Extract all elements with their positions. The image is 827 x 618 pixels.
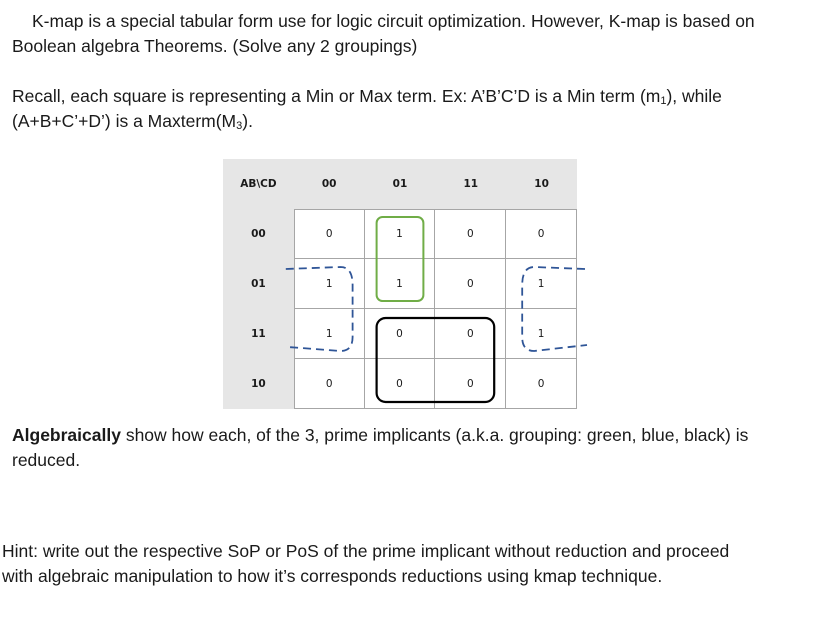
kmap-row-header: 00 xyxy=(223,209,294,259)
kmap-cell: 1 xyxy=(294,259,365,309)
question-paragraph xyxy=(12,423,748,473)
hint-line-1: Hint: write out the respective SoP or PoS of the prime implicant without reduction and proceed xyxy=(2,541,730,561)
recall-line-1-suffix: ), while xyxy=(666,86,722,106)
kmap-row-header: 01 xyxy=(223,259,294,309)
kmap-cell: 0 xyxy=(294,209,365,259)
question-rest: show how each, of the 3, prime implicants (a.k.a. grouping: green, blue, black) is xyxy=(120,425,749,445)
intro-line-1: K-map is a special tabular form use for logic circuit optimization. However, K-map is based on xyxy=(32,11,755,31)
kmap-cell: 0 xyxy=(365,309,436,359)
hint-paragraph xyxy=(2,539,729,589)
intro-paragraph xyxy=(12,9,755,59)
kmap-col-header: 01 xyxy=(365,159,436,209)
kmap-cell: 0 xyxy=(435,259,506,309)
kmap-cell: 1 xyxy=(506,309,577,359)
kmap-cell: 1 xyxy=(294,309,365,359)
kmap-cell: 0 xyxy=(506,209,577,259)
kmap-row-header: 10 xyxy=(223,359,294,409)
kmap-cell: 1 xyxy=(365,209,436,259)
kmap-cell: 0 xyxy=(365,359,436,409)
question-line-1 xyxy=(12,423,748,448)
kmap-table xyxy=(223,159,577,409)
kmap-cell: 0 xyxy=(435,309,506,359)
recall-line-2 xyxy=(12,109,722,134)
intro-line-2: Boolean algebra Theorems. (Solve any 2 groupings) xyxy=(12,36,418,56)
question-bold-word: Algebraically xyxy=(12,425,121,445)
recall-line-1 xyxy=(12,84,722,109)
recall-line-1-prefix: Recall, each square is representing a Min or Max term. Ex: A’B’C’D is a Min term (m xyxy=(12,86,661,106)
recall-paragraph xyxy=(12,84,722,134)
maxterm-subscript: 3 xyxy=(236,120,243,132)
kmap-cell: 0 xyxy=(294,359,365,409)
kmap-cell: 0 xyxy=(506,359,577,409)
kmap-row-header: 11 xyxy=(223,309,294,359)
kmap-cell: 1 xyxy=(365,259,436,309)
recall-line-2-suffix: ). xyxy=(242,111,253,131)
recall-line-2-prefix: (A+B+C’+D’) is a Maxterm(M xyxy=(12,111,237,131)
kmap-cell: 0 xyxy=(435,359,506,409)
kmap-col-header: 10 xyxy=(506,159,577,209)
kmap-cell: 0 xyxy=(435,209,506,259)
hint-line-2: with algebraic manipulation to how it’s corresponds reductions using kmap technique. xyxy=(2,566,663,586)
kmap-col-header: 11 xyxy=(435,159,506,209)
minterm-subscript: 1 xyxy=(660,95,667,107)
question-line-2: reduced. xyxy=(12,450,81,470)
kmap-corner-label: AB\CD xyxy=(223,159,294,209)
kmap-col-header: 00 xyxy=(294,159,365,209)
kmap-cell: 1 xyxy=(506,259,577,309)
